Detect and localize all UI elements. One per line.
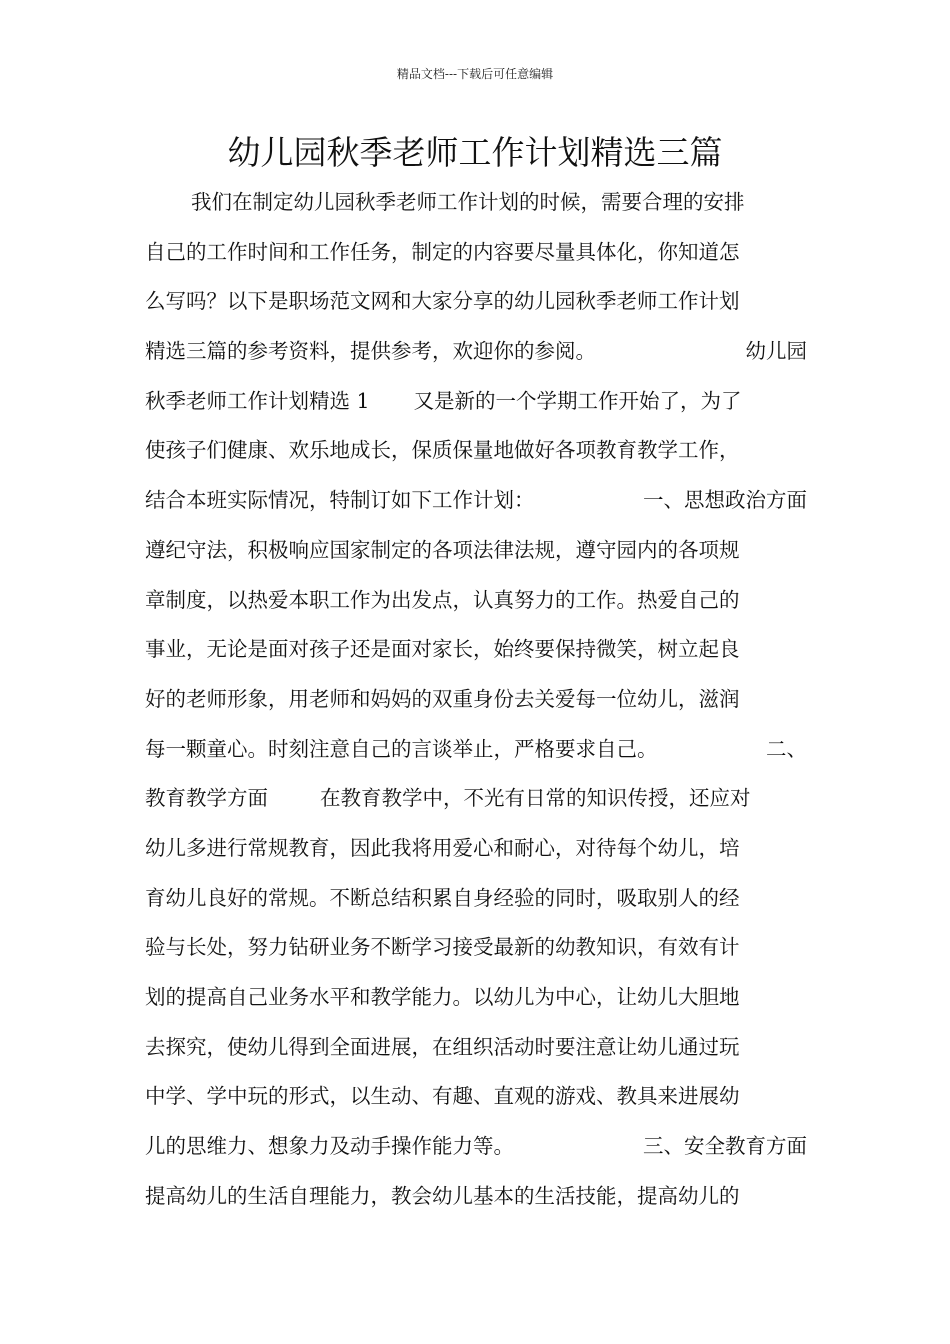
text-line: [145, 824, 807, 874]
text-segment: 去探究，使幼儿得到全面进展，在组织活动时要注意让幼儿通过玩: [145, 1034, 740, 1059]
text-line: [145, 923, 807, 973]
text-segment: 中学、学中玩的形式，以生动、有趣、直观的游戏、教具来进展幼: [145, 1084, 740, 1109]
text-line: [145, 1023, 807, 1073]
text-line: [145, 178, 807, 228]
text-segment: 在教育教学中，不光有日常的知识传授，还应对: [320, 786, 751, 811]
text-segment: 儿的思维力、想象力及动手操作能力等。: [145, 1134, 514, 1159]
text-line: [145, 327, 807, 377]
document-body: [145, 178, 807, 1221]
text-line: [145, 476, 807, 526]
text-line: [145, 1122, 807, 1172]
text-segment: 又是新的一个学期工作开始了，为了: [413, 388, 742, 413]
text-line: [145, 675, 807, 725]
text-segment: 我们在制定幼儿园秋季老师工作计划的时候，需要合理的安排: [191, 190, 745, 214]
text-segment: 好的老师形象，用老师和妈妈的双重身份去关爱每一位幼儿，滋润: [145, 686, 740, 711]
text-line: [145, 725, 807, 775]
text-segment: 么写吗？以下是职场范文网和大家分享的幼儿园秋季老师工作计划: [145, 289, 740, 314]
text-line: [145, 277, 807, 327]
text-line: [145, 874, 807, 924]
text-line: [145, 625, 807, 675]
text-segment: 幼儿多进行常规教育，因此我将用爱心和耐心，对待每个幼儿，培: [145, 835, 740, 860]
text-segment: 结合本班实际情况，特制订如下工作计划：: [145, 488, 535, 513]
text-line: [145, 426, 807, 476]
text-line: [145, 774, 807, 824]
page-header: 精品文档---下载后可任意编辑: [396, 67, 554, 81]
document-title: 幼儿园秋季老师工作计划精选三篇: [227, 133, 723, 172]
text-segment: 二、: [766, 736, 807, 761]
text-segment: 提高幼儿的生活自理能力，教会幼儿基本的生活技能，提高幼儿的: [145, 1183, 740, 1208]
text-segment: 验与长处，努力钻研业务不断学习接受最新的幼教知识，有效有计: [145, 935, 740, 960]
text-segment: 教育教学方面: [145, 786, 268, 811]
text-segment: 划的提高自己业务水平和教学能力。以幼儿为中心，让幼儿大胆地: [145, 985, 740, 1009]
text-segment: 育幼儿良好的常规。不断总结积累自身经验的同时，吸取别人的经: [145, 885, 740, 910]
text-segment: 使孩子们健康、欢乐地成长，保质保量地做好各项教育教学工作，: [145, 438, 740, 463]
text-segment: 幼儿园: [745, 339, 807, 364]
text-line: [145, 526, 807, 576]
text-segment: 精选三篇的参考资料，提供参考，欢迎你的参阅。: [145, 339, 596, 364]
text-segment: 秋季老师工作计划精选 1: [145, 388, 370, 413]
text-line: [145, 576, 807, 626]
text-segment: 事业，无论是面对孩子还是面对家长，始终要保持微笑，树立起良: [145, 637, 740, 662]
text-line: [145, 973, 807, 1023]
text-line: [145, 377, 807, 427]
text-segment: 章制度，以热爱本职工作为出发点，认真努力的工作。热爱自己的: [145, 587, 740, 612]
text-line: [145, 1172, 807, 1222]
text-segment: 一、思想政治方面: [643, 488, 807, 513]
text-segment: 自己的工作时间和工作任务，制定的内容要尽量具体化，你知道怎: [145, 239, 740, 264]
text-segment: 三、安全教育方面: [643, 1134, 807, 1159]
text-line: [145, 1072, 807, 1122]
text-segment: 每一颗童心。时刻注意自己的言谈举止，严格要求自己。: [145, 736, 658, 761]
text-segment: 遵纪守法，积极响应国家制定的各项法律法规，遵守园内的各项规: [145, 537, 740, 562]
text-line: [145, 228, 807, 278]
